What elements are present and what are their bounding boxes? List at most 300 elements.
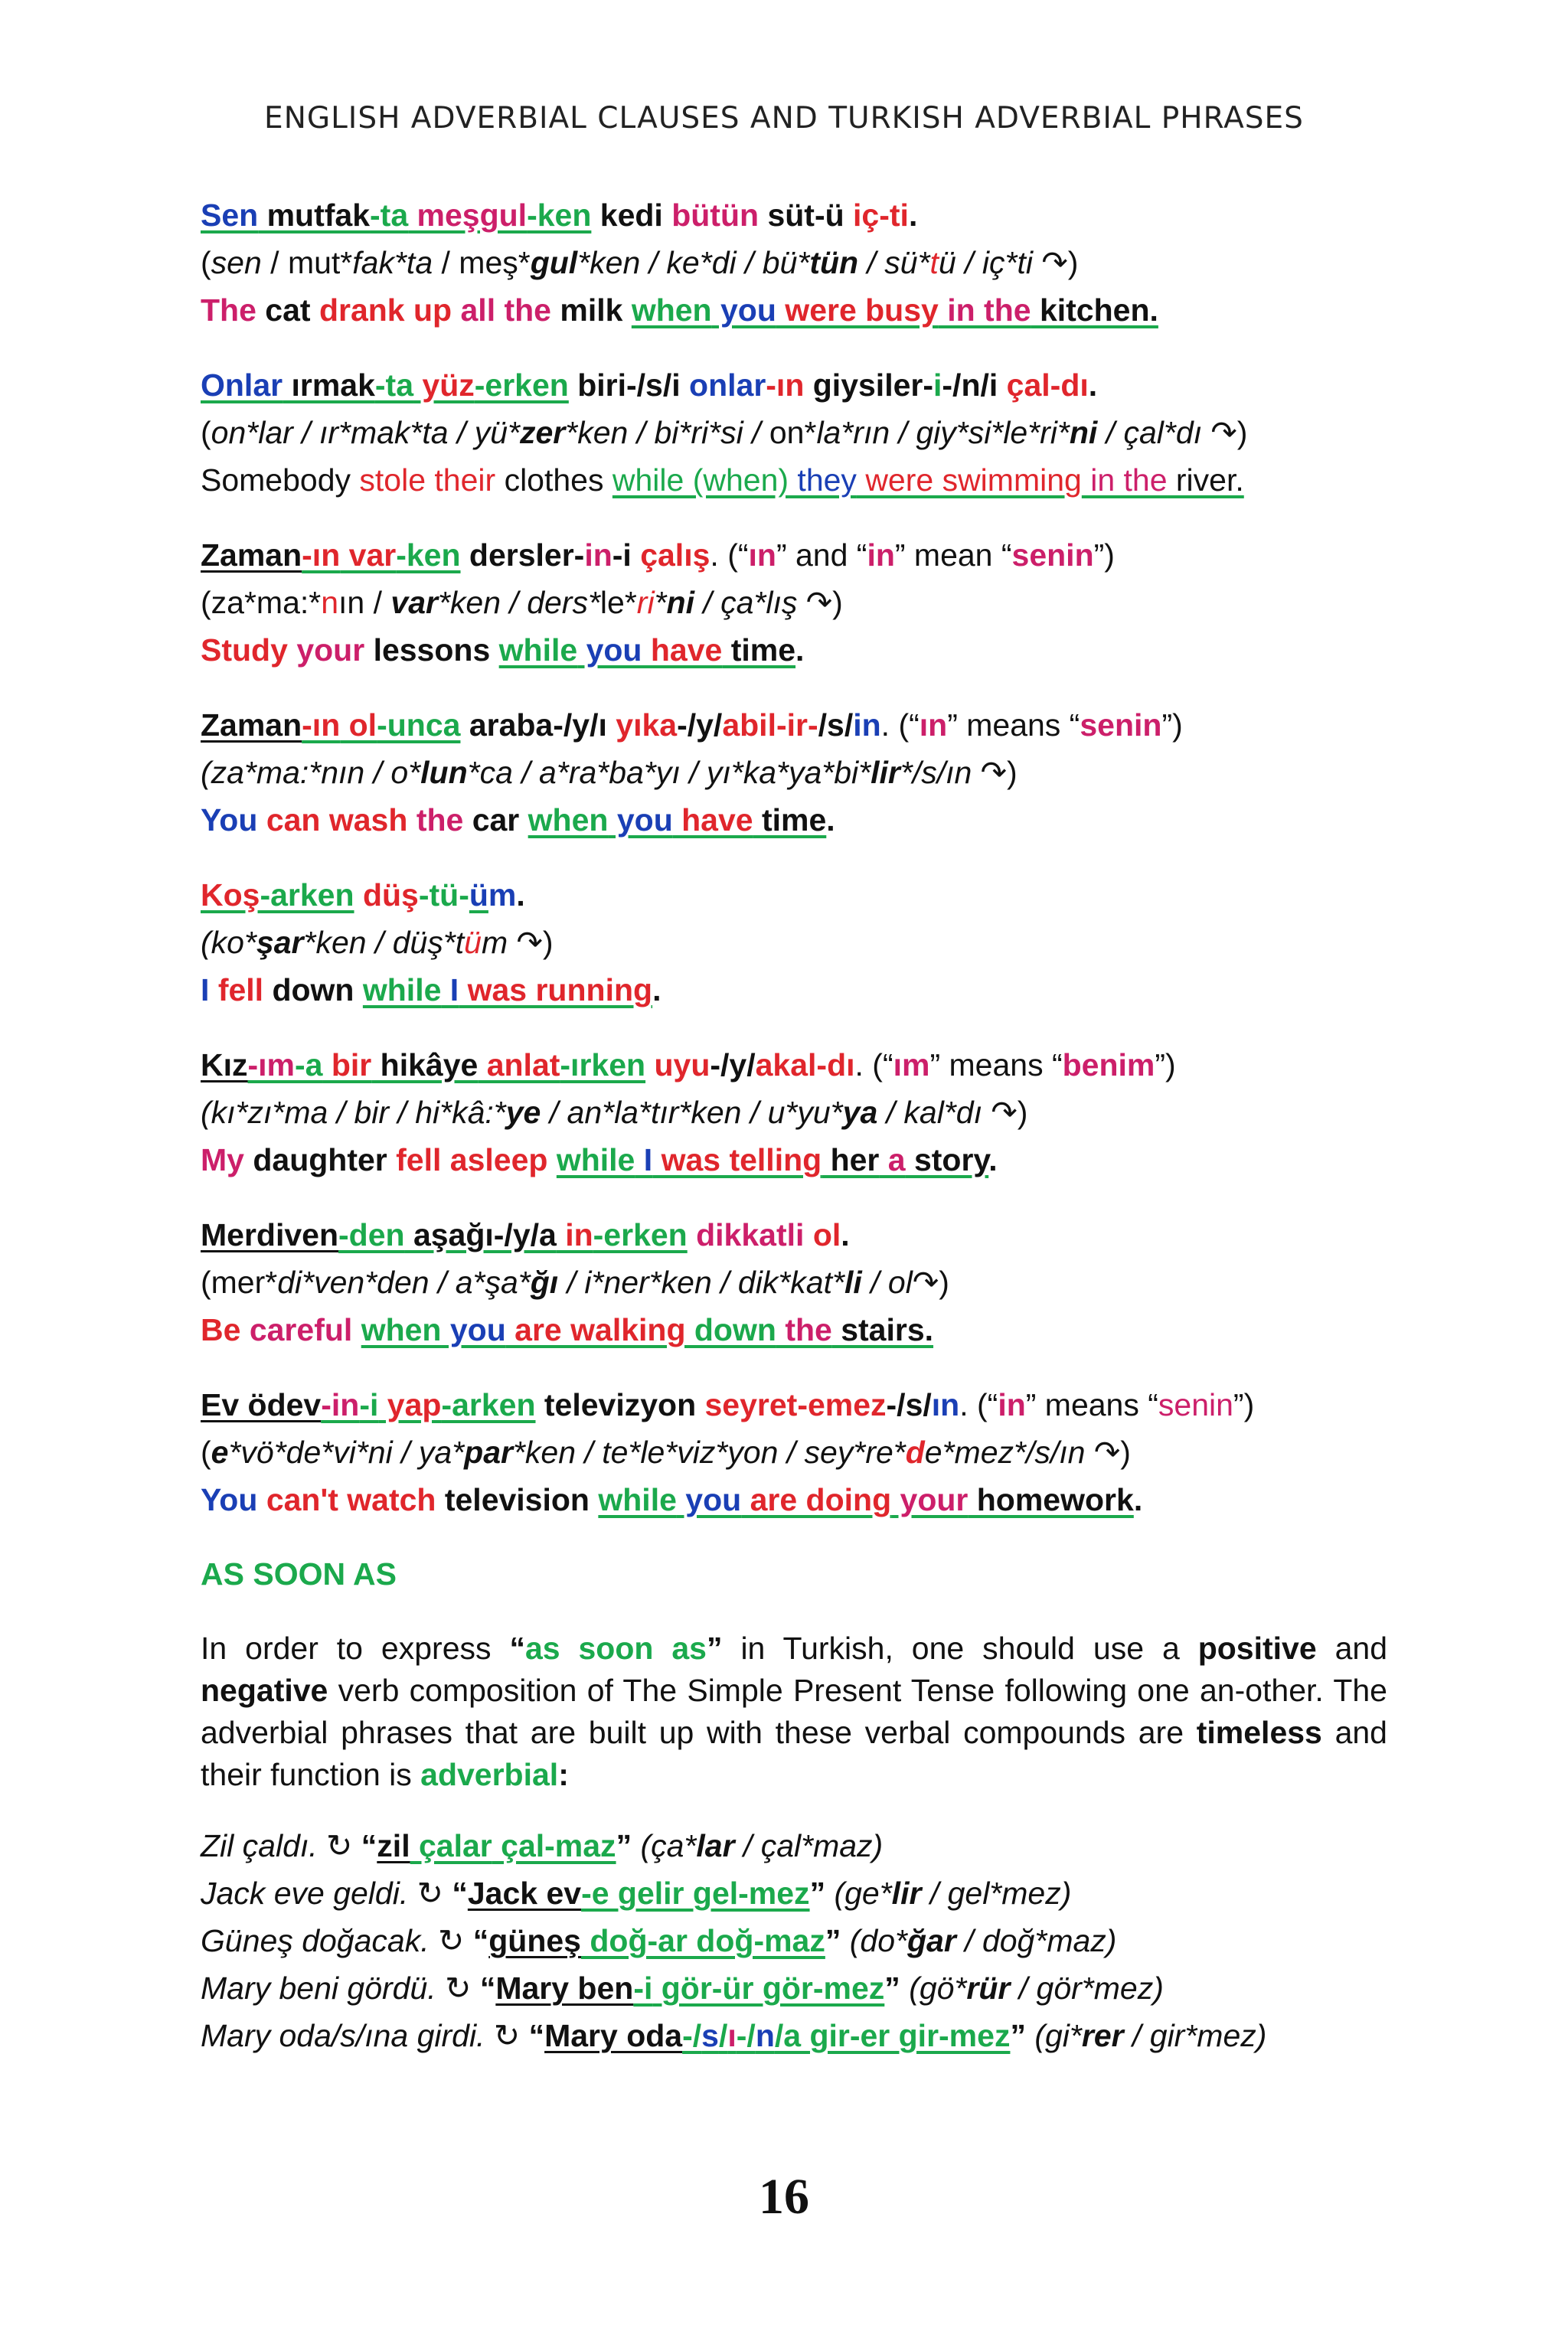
text-run: in Turkish, one should use a bbox=[722, 1631, 1198, 1666]
text-run: . (“ bbox=[854, 1047, 893, 1082]
text-run: n bbox=[321, 585, 339, 620]
as-soon-as-example bbox=[201, 1964, 1387, 2012]
text-run: “ bbox=[361, 1828, 377, 1863]
text-run: ım bbox=[893, 1047, 930, 1082]
page-number: 16 bbox=[759, 2169, 809, 2225]
text-run: -unca bbox=[377, 707, 461, 743]
text-run: di bbox=[711, 245, 737, 280]
text-run: m bbox=[488, 877, 517, 913]
text-run: -ta bbox=[370, 198, 409, 233]
text-run: çalış bbox=[640, 537, 710, 573]
text-run: rer bbox=[1081, 2018, 1124, 2053]
text-run: gör-ür gör-mez bbox=[652, 1971, 885, 2006]
text-run: your bbox=[891, 1482, 969, 1517]
text-run: dersler- bbox=[460, 537, 585, 573]
pronunciation-line bbox=[201, 239, 1387, 286]
example-block bbox=[201, 701, 1387, 844]
text-run: “ bbox=[528, 2018, 545, 2053]
text-run: -/n/i bbox=[942, 367, 1007, 403]
text-run: ” bbox=[825, 1923, 841, 1958]
text-run: ” means “ bbox=[947, 707, 1080, 743]
text-run: milk bbox=[550, 292, 632, 328]
example-block bbox=[201, 1041, 1387, 1184]
text-run: ) bbox=[1067, 245, 1079, 280]
text-run: the bbox=[776, 1312, 832, 1347]
text-run: “ bbox=[472, 1923, 489, 1958]
text-run: -ken bbox=[396, 537, 461, 573]
text-run: ↷ bbox=[912, 1265, 939, 1300]
text-run: ” bbox=[707, 1631, 723, 1666]
text-run: -/y/ bbox=[710, 1047, 756, 1082]
text-run: *ken / düş*t bbox=[303, 925, 465, 960]
text-run: while bbox=[362, 972, 442, 1007]
pronunciation-line bbox=[201, 409, 1387, 456]
text-run: uyu bbox=[654, 1047, 710, 1082]
text-run: Be bbox=[201, 1312, 241, 1347]
text-run: Koş bbox=[201, 877, 260, 913]
text-run: when bbox=[631, 292, 712, 328]
text-run: -i bbox=[612, 537, 641, 573]
text-run: / bbox=[718, 2018, 728, 2053]
text-run: / gel*mez) bbox=[921, 1876, 1072, 1911]
text-run: in the bbox=[938, 292, 1031, 328]
text-run: kedi bbox=[591, 198, 672, 233]
text-run: lar bbox=[696, 1828, 735, 1863]
text-run: var bbox=[390, 585, 438, 620]
text-run: Zil çaldı. bbox=[201, 1828, 327, 1863]
text-run bbox=[354, 877, 363, 913]
text-run: ” bbox=[1010, 2018, 1026, 2053]
text-run: / doğ*maz) bbox=[956, 1923, 1117, 1958]
text-run: -ın bbox=[302, 707, 341, 743]
text-run: ” bbox=[616, 1828, 632, 1863]
english-translation bbox=[201, 456, 1387, 504]
text-run: benim bbox=[1062, 1047, 1155, 1082]
text-run: . bbox=[908, 198, 918, 233]
text-run: was running bbox=[459, 972, 653, 1007]
text-run: -ta bbox=[374, 367, 414, 403]
text-run: ü / iç*ti bbox=[938, 245, 1042, 280]
text-run: */s/ın bbox=[900, 755, 981, 790]
text-run: ↷ bbox=[805, 585, 833, 620]
text-run: par bbox=[464, 1435, 513, 1470]
text-run: anlat bbox=[478, 1047, 560, 1082]
text-run: ↷ bbox=[516, 925, 543, 960]
text-run: (mer* bbox=[201, 1265, 278, 1300]
text-run: (gö* bbox=[900, 1971, 967, 2006]
text-run: You bbox=[201, 802, 258, 838]
text-run: ırmak bbox=[283, 367, 375, 403]
text-run: *ca / a*ra*ba*yı / yı*ka*ya*bi* bbox=[467, 755, 871, 790]
text-run: m bbox=[481, 925, 517, 960]
text-run: (za*ma:*nın / o* bbox=[201, 755, 421, 790]
text-run: fell asleep bbox=[396, 1142, 548, 1177]
text-run: -tü- bbox=[418, 877, 469, 913]
text-run: (gi* bbox=[1025, 2018, 1082, 2053]
english-translation bbox=[201, 966, 1387, 1014]
as-soon-as-example bbox=[201, 1822, 1387, 1869]
text-run bbox=[407, 802, 416, 838]
text-run: i bbox=[933, 367, 942, 403]
text-run: Güneş doğacak. bbox=[201, 1923, 438, 1958]
text-run: television bbox=[436, 1482, 599, 1517]
text-run: / ol bbox=[861, 1265, 913, 1300]
text-run: fak bbox=[352, 245, 394, 280]
text-run: çalar bbox=[410, 1828, 492, 1863]
text-run: ın bbox=[748, 537, 776, 573]
text-run: ↷ bbox=[1093, 1435, 1121, 1470]
text-run: you bbox=[577, 632, 642, 668]
text-run: -/ bbox=[736, 2018, 756, 2053]
text-run bbox=[257, 1482, 266, 1517]
as-soon-as-example bbox=[201, 1917, 1387, 1964]
text-run: la*rın / giy*si*le*ri* bbox=[816, 415, 1070, 450]
text-run: . bbox=[516, 877, 525, 913]
text-run: -a bbox=[295, 1047, 323, 1082]
page-header: ENGLISH ADVERBIAL CLAUSES AND TURKISH ADVERBIAL PHRASES bbox=[264, 101, 1304, 136]
english-translation bbox=[201, 1306, 1387, 1353]
text-run: -i bbox=[359, 1387, 379, 1422]
text-run: *ken / ders* bbox=[437, 585, 600, 620]
text-run: -i bbox=[633, 1971, 653, 2006]
text-run: time bbox=[722, 632, 796, 668]
text-run: (ge* bbox=[825, 1876, 892, 1911]
text-run: ) bbox=[832, 585, 843, 620]
text-run: story bbox=[905, 1142, 989, 1177]
text-run: in bbox=[556, 1217, 593, 1252]
text-run: -ın bbox=[766, 367, 805, 403]
text-run: ğar bbox=[906, 1923, 956, 1958]
text-run: Jack ev bbox=[467, 1876, 582, 1911]
text-run: *ken / bi*ri*si / bbox=[565, 415, 769, 450]
text-run: lir bbox=[891, 1876, 922, 1911]
text-run: ü bbox=[464, 925, 482, 960]
text-run: verb composition of The Simple Present Tense following one an-other. The adverbial phrases that are built up with these verbal compounds are bbox=[201, 1673, 1387, 1750]
text-run: -ken bbox=[527, 198, 592, 233]
text-run: d bbox=[905, 1435, 925, 1470]
text-run: ) bbox=[939, 1265, 949, 1300]
text-run: -den bbox=[338, 1217, 405, 1252]
text-run: ” bbox=[884, 1971, 900, 2006]
text-run: ↻ bbox=[445, 1971, 480, 2006]
text-run: / kal*dı bbox=[877, 1095, 991, 1130]
text-run: var bbox=[340, 537, 397, 573]
text-run: ye bbox=[505, 1095, 541, 1130]
text-run: ↻ bbox=[493, 2018, 529, 2053]
text-run: stairs. bbox=[831, 1312, 934, 1347]
text-run: ) bbox=[1017, 1095, 1028, 1130]
text-run: ri bbox=[636, 585, 655, 620]
text-run: zer bbox=[520, 415, 566, 450]
text-run: on*lar / ır*mak*ta / yü* bbox=[211, 415, 520, 450]
text-run: ”) bbox=[1161, 707, 1183, 743]
text-run: . bbox=[841, 1217, 850, 1252]
turkish-sentence bbox=[201, 361, 1387, 409]
text-run: ü bbox=[469, 877, 488, 913]
text-run: çal-maz bbox=[492, 1828, 616, 1863]
text-run: Somebody bbox=[201, 462, 360, 498]
text-run: (kı*zı*ma / bir / hi*kâ:* bbox=[201, 1095, 506, 1130]
text-run: . bbox=[795, 632, 805, 668]
text-run: / ça*lış bbox=[694, 585, 806, 620]
text-run: adverbial bbox=[420, 1757, 559, 1792]
text-run: down bbox=[685, 1312, 776, 1347]
text-run: tün bbox=[809, 245, 859, 280]
text-run: ( bbox=[201, 245, 211, 280]
text-run: : bbox=[558, 1757, 569, 1792]
text-run: I bbox=[635, 1142, 653, 1177]
text-run: time bbox=[753, 802, 827, 838]
text-run: -erken bbox=[593, 1217, 688, 1252]
text-run: “ bbox=[452, 1876, 468, 1911]
text-run: senin bbox=[1011, 537, 1094, 573]
text-run: her bbox=[822, 1142, 880, 1177]
text-run: Jack eve geldi. bbox=[201, 1876, 417, 1911]
text-run: ( bbox=[632, 1828, 652, 1863]
text-run: ( bbox=[201, 415, 211, 450]
english-translation bbox=[201, 1476, 1387, 1523]
text-run: while bbox=[556, 1142, 635, 1177]
text-run: ↻ bbox=[416, 1876, 452, 1911]
text-run: ” means “ bbox=[929, 1047, 1063, 1082]
text-run: ”) bbox=[1233, 1387, 1255, 1422]
text-run: ” and “ bbox=[776, 537, 867, 573]
text-run: (ko* bbox=[201, 925, 256, 960]
text-run: Zaman bbox=[201, 707, 302, 743]
text-run: ↷ bbox=[991, 1095, 1018, 1130]
text-run: -ir- bbox=[776, 707, 818, 743]
text-run: stole their bbox=[359, 462, 496, 498]
text-run: You bbox=[201, 1482, 258, 1517]
text-run: daughter bbox=[243, 1142, 397, 1177]
pronunciation-line bbox=[201, 919, 1387, 966]
as-soon-as-example bbox=[201, 1869, 1387, 1917]
text-run: / i*ner*ken / dik*kat* bbox=[558, 1265, 844, 1300]
text-run: as soon as bbox=[524, 1631, 707, 1666]
text-run: / çal*dı bbox=[1097, 415, 1211, 450]
page-content bbox=[201, 191, 1387, 2059]
text-run: ” mean “ bbox=[894, 537, 1012, 573]
text-run: river. bbox=[1167, 462, 1244, 498]
turkish-sentence bbox=[201, 871, 1387, 919]
text-run: -in bbox=[321, 1387, 360, 1422]
text-run: araba-/y/ı bbox=[460, 707, 616, 743]
example-block bbox=[201, 1211, 1387, 1353]
text-run: fell bbox=[217, 972, 264, 1007]
text-run: in bbox=[584, 537, 612, 573]
text-run: can wash bbox=[266, 802, 408, 838]
turkish-sentence bbox=[201, 1381, 1387, 1429]
text-run: when bbox=[361, 1312, 442, 1347]
text-run: and bbox=[1316, 1631, 1387, 1666]
text-run bbox=[257, 802, 266, 838]
text-run: -e gelir gel-mez bbox=[581, 1876, 810, 1911]
example-block bbox=[201, 1381, 1387, 1523]
text-run: I bbox=[201, 972, 210, 1007]
text-run: ) bbox=[1007, 755, 1018, 790]
as-soon-as-examples bbox=[201, 1822, 1387, 2059]
pronunciation-line bbox=[201, 1259, 1387, 1306]
text-run: seyret-emez bbox=[704, 1387, 887, 1422]
text-run: / çal*maz) bbox=[734, 1828, 884, 1863]
turkish-sentence bbox=[201, 701, 1387, 749]
text-run: ” bbox=[809, 1876, 826, 1911]
text-run: . bbox=[1133, 1482, 1143, 1517]
text-run: you bbox=[441, 1312, 506, 1347]
text-run: / an*la*t bbox=[541, 1095, 660, 1130]
text-run: all the bbox=[460, 292, 551, 328]
example-block bbox=[201, 361, 1387, 504]
text-run: Mary beni gördü. bbox=[201, 1971, 446, 2006]
text-run: “ bbox=[509, 1631, 525, 1666]
text-run: /s/ bbox=[818, 707, 854, 743]
text-run: t bbox=[929, 245, 939, 280]
text-run: were swimming bbox=[856, 462, 1082, 498]
text-run: ↷ bbox=[1041, 245, 1068, 280]
text-run: -arken bbox=[260, 877, 354, 913]
turkish-sentence bbox=[201, 191, 1387, 239]
text-run: bütün bbox=[671, 198, 760, 233]
text-run: * bbox=[654, 585, 667, 620]
text-run: -ım bbox=[247, 1047, 295, 1082]
text-run: “ bbox=[479, 1971, 496, 2006]
example-block bbox=[201, 531, 1387, 674]
section-title-as-soon-as: AS SOON AS bbox=[201, 1556, 397, 1592]
text-run: Mary ben bbox=[495, 1971, 634, 2006]
text-run: while (when) bbox=[612, 462, 789, 498]
text-run: süt-ü bbox=[759, 198, 854, 233]
turkish-sentence bbox=[201, 531, 1387, 579]
text-run bbox=[452, 292, 460, 328]
pronunciation-line bbox=[201, 1089, 1387, 1136]
text-run: ta bbox=[406, 245, 433, 280]
text-run: down bbox=[263, 972, 363, 1007]
text-run: . (“ bbox=[959, 1387, 998, 1422]
text-run: yap bbox=[378, 1387, 442, 1422]
text-run: are walking bbox=[505, 1312, 686, 1347]
text-run: ) bbox=[1120, 1435, 1131, 1470]
text-run: /a gir-er gir-mez bbox=[774, 2018, 1011, 2053]
text-run: ) bbox=[1236, 415, 1248, 450]
text-run: *ken / ke* bbox=[577, 245, 712, 280]
text-run: mutfak bbox=[258, 198, 371, 233]
example-block bbox=[201, 191, 1387, 334]
text-run: drank up bbox=[318, 292, 452, 328]
explanation-paragraph bbox=[201, 1628, 1387, 1796]
text-run bbox=[645, 1047, 654, 1082]
text-run: in bbox=[998, 1387, 1026, 1422]
text-run: gul bbox=[530, 245, 578, 280]
text-run: yıka bbox=[616, 707, 678, 743]
text-run: (do* bbox=[841, 1923, 907, 1958]
text-run: lun bbox=[420, 755, 468, 790]
text-run: positive bbox=[1197, 1631, 1317, 1666]
text-run: were busy bbox=[776, 292, 939, 328]
text-run: while bbox=[498, 632, 578, 668]
text-run: meşgul bbox=[408, 198, 528, 233]
text-run: ın bbox=[919, 707, 948, 743]
text-run: lir bbox=[871, 755, 900, 790]
text-run: sen bbox=[211, 245, 262, 280]
text-run: you bbox=[676, 1482, 742, 1517]
text-run: ır*ken / u*yu* bbox=[659, 1095, 843, 1130]
text-run: ( bbox=[201, 1435, 211, 1470]
text-run: senin bbox=[1158, 1387, 1233, 1422]
text-run: ) bbox=[542, 925, 554, 960]
text-run: Onlar bbox=[201, 367, 283, 403]
text-run: şar bbox=[256, 925, 304, 960]
text-run: In order to express bbox=[201, 1631, 510, 1666]
text-run: *ken / te*le*viz*yon / sey*re* bbox=[512, 1435, 906, 1470]
text-run: zil bbox=[377, 1828, 410, 1863]
as-soon-as-example bbox=[201, 2012, 1387, 2059]
text-run: ni bbox=[1069, 415, 1098, 450]
text-run: ın / bbox=[338, 585, 391, 620]
text-run: hikâye bbox=[371, 1047, 479, 1082]
text-run: on* bbox=[769, 415, 817, 450]
text-run: ı bbox=[727, 2018, 737, 2053]
text-run: -/s/ bbox=[886, 1387, 932, 1422]
text-run: have bbox=[642, 632, 723, 668]
text-run: . (“ bbox=[880, 707, 920, 743]
text-run: . bbox=[652, 972, 662, 1007]
english-translation bbox=[201, 286, 1387, 334]
text-run: televizyon bbox=[535, 1387, 705, 1422]
text-run: Ev ödev bbox=[201, 1387, 322, 1422]
text-run: in bbox=[853, 707, 881, 743]
text-run: (za*ma:* bbox=[201, 585, 322, 620]
text-run: s bbox=[701, 2018, 719, 2053]
text-run: My bbox=[201, 1142, 244, 1177]
text-run: iç-ti bbox=[853, 198, 909, 233]
text-run: di*ven*den / a*şa* bbox=[277, 1265, 531, 1300]
text-run: *vö*de*vi*ni / ya* bbox=[228, 1435, 465, 1470]
text-run: / meş* bbox=[433, 245, 531, 280]
text-run: ”) bbox=[1093, 537, 1115, 573]
text-run: düş bbox=[362, 877, 419, 913]
text-run: The bbox=[201, 292, 256, 328]
text-run: Mary oda bbox=[544, 2018, 683, 2053]
text-run: can't watch bbox=[266, 1482, 436, 1517]
text-run: ğı bbox=[530, 1265, 559, 1300]
turkish-sentence bbox=[201, 1211, 1387, 1259]
while-examples bbox=[201, 191, 1387, 1523]
text-run: are doing bbox=[741, 1482, 892, 1517]
text-run: I bbox=[441, 972, 459, 1007]
text-run: çal-dı bbox=[1006, 367, 1089, 403]
text-run: -ırken bbox=[560, 1047, 646, 1082]
text-run: ni bbox=[666, 585, 694, 620]
text-run: Mary oda/s/ına girdi. bbox=[201, 2018, 494, 2053]
pronunciation-line bbox=[201, 579, 1387, 626]
text-run: n bbox=[755, 2018, 775, 2053]
text-run: ↻ bbox=[326, 1828, 361, 1863]
text-run bbox=[352, 1312, 361, 1347]
text-run: bir bbox=[322, 1047, 372, 1082]
text-run: / gör*mez) bbox=[1010, 1971, 1164, 2006]
text-run: ”) bbox=[1155, 1047, 1176, 1082]
text-run: they bbox=[789, 462, 857, 498]
text-run: ya bbox=[842, 1095, 878, 1130]
text-run: clothes bbox=[495, 462, 612, 498]
text-run: while bbox=[598, 1482, 677, 1517]
text-run: . bbox=[988, 1142, 998, 1177]
text-run: your bbox=[296, 632, 365, 668]
text-run: cat bbox=[256, 292, 319, 328]
text-run: li bbox=[844, 1265, 862, 1300]
text-run: . bbox=[826, 802, 835, 838]
text-run: güneş bbox=[488, 1923, 581, 1958]
